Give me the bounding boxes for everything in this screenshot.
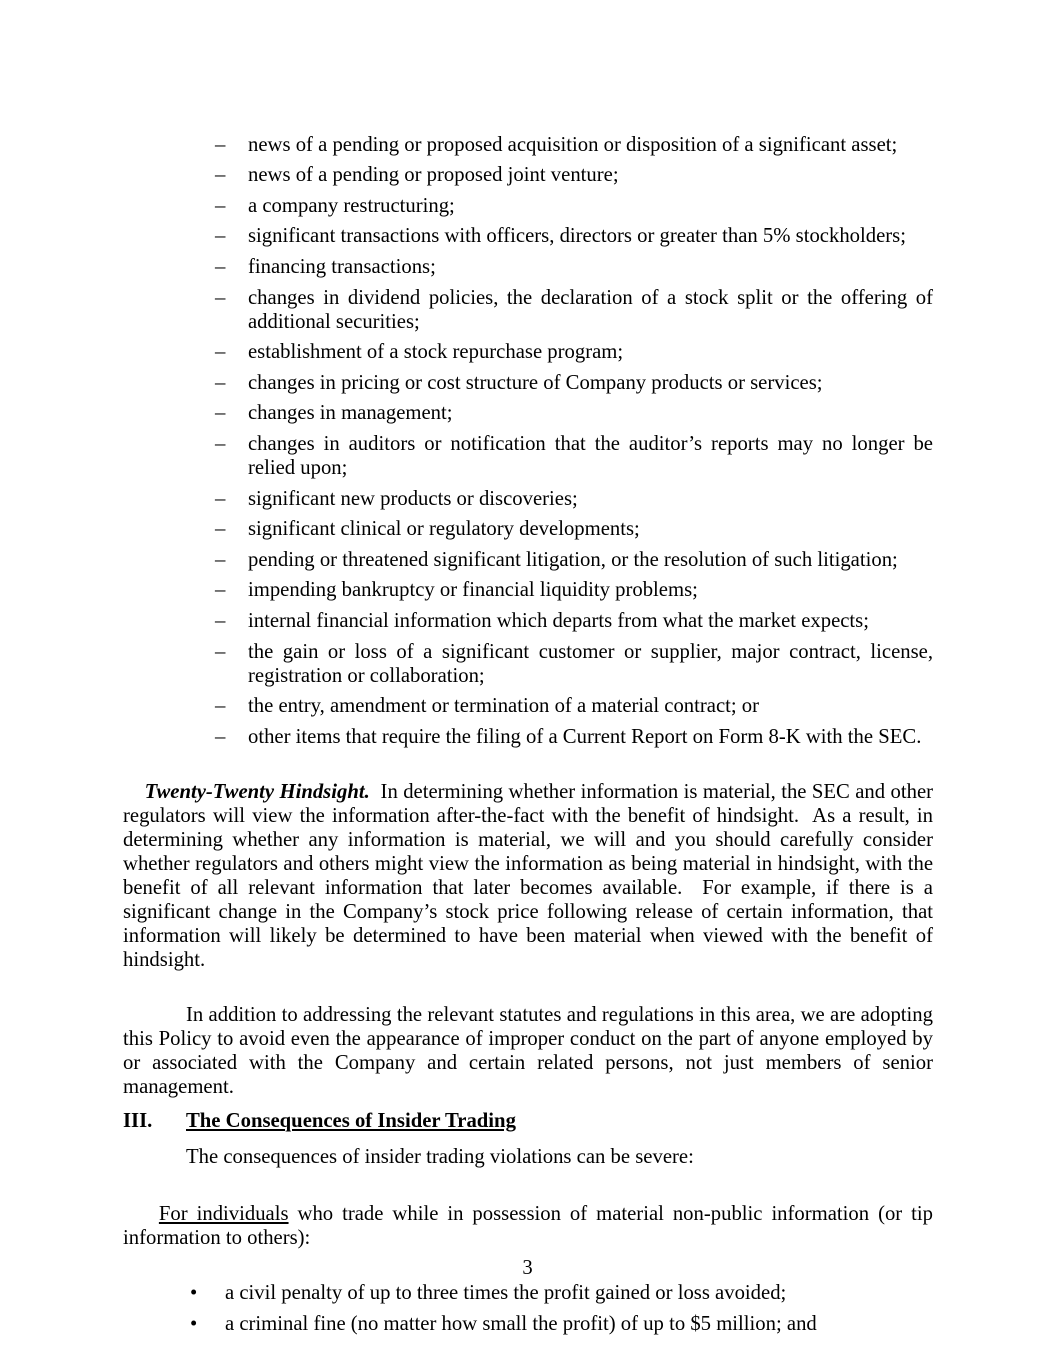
material-information-dash-list — [123, 133, 933, 749]
section-heading — [123, 1109, 933, 1133]
individuals-rest: who trade while in possession of material non-public information (or tip information to others): — [123, 1202, 939, 1249]
dash-list-item — [123, 694, 933, 718]
bullet-list-item — [123, 1281, 933, 1305]
dash-list-item-text: impending bankruptcy or financial liquidity problems; — [248, 579, 698, 602]
penalties-bullet-list — [123, 1281, 933, 1336]
consequences-intro: The consequences of insider trading violations can be severe: — [186, 1145, 694, 1168]
bullet-list-item-text: a criminal fine (no matter how small the profit) of up to $5 million; and — [225, 1312, 817, 1335]
dash-marker-icon: – — [215, 286, 226, 309]
bullet-marker-icon: • — [190, 1312, 198, 1335]
dash-marker-icon: – — [215, 579, 226, 602]
dash-list-item-text: a company restructuring; — [248, 194, 455, 217]
dash-list-item-text: news of a pending or proposed acquisition or disposition of a significant asset; — [248, 133, 898, 156]
dash-list-item-text: financing transactions; — [248, 255, 436, 278]
dash-marker-icon: – — [215, 548, 226, 571]
dash-list-item-text: the gain or loss of a significant customer or supplier, major contract, license, registration or collaboration; — [248, 640, 933, 687]
dash-marker-icon: – — [215, 487, 226, 510]
dash-marker-icon: – — [215, 164, 226, 187]
dash-list-item — [123, 609, 933, 633]
dash-list-item-text: changes in auditors or notification that the auditor’s reports may no longer be relied upon; — [248, 432, 933, 479]
paragraph-hindsight — [123, 756, 939, 996]
dash-list-item — [123, 163, 933, 187]
dash-list-item — [123, 255, 933, 279]
bullet-list-item-text: a civil penalty of up to three times the profit gained or loss avoided; — [225, 1281, 787, 1304]
dash-list-item — [123, 548, 933, 572]
dash-marker-icon: – — [215, 640, 226, 663]
dash-list-item-text: changes in pricing or cost structure of Company products or services; — [248, 371, 823, 394]
dash-list-item-text: establishment of a stock repurchase program; — [248, 341, 624, 364]
hindsight-lead: Twenty-Twenty Hindsight. — [144, 780, 370, 803]
dash-list-item — [123, 194, 933, 218]
dash-marker-icon: – — [215, 255, 226, 278]
dash-marker-icon: – — [215, 725, 226, 748]
dash-list-item — [123, 286, 933, 334]
dash-marker-icon: – — [215, 341, 226, 364]
dash-list-item — [123, 487, 933, 511]
dash-list-item — [123, 432, 933, 480]
dash-list-item — [123, 371, 933, 395]
dash-list-item-text: changes in management; — [248, 402, 453, 425]
section-title: The Consequences of Insider Trading — [186, 1109, 516, 1132]
page-number: 3 — [522, 1257, 533, 1279]
bullet-marker-icon: • — [190, 1281, 198, 1304]
dash-list-item-text: the entry, amendment or termination of a material contract; or — [248, 695, 760, 718]
dash-list-item — [123, 725, 933, 749]
dash-marker-icon: – — [215, 432, 226, 455]
bullet-list-item — [123, 1312, 933, 1336]
section-number: III. — [123, 1109, 153, 1132]
dash-list-item-text: significant transactions with officers, directors or greater than 5% stockholders; — [248, 225, 906, 248]
dash-list-item-text: internal financial information which departs from what the market expects; — [248, 609, 869, 632]
dash-list-item-text: pending or threatened significant litigation, or the resolution of such litigation; — [248, 548, 898, 571]
dash-marker-icon: – — [215, 402, 226, 425]
dash-marker-icon: – — [215, 194, 226, 217]
dash-list-item — [123, 517, 933, 541]
dash-list-item-text: significant new products or discoveries; — [248, 487, 578, 510]
dash-marker-icon: – — [215, 133, 226, 156]
dash-list-item-text: significant clinical or regulatory developments; — [248, 518, 640, 541]
dash-marker-icon: – — [215, 518, 226, 541]
dash-list-item — [123, 224, 933, 248]
dash-list-item — [123, 133, 933, 157]
hindsight-body: In determining whether information is material, the SEC and other regulators will view the information after-the-fact with the benefit of hindsight. As a result, in determining whether any information is material, we will and you should carefully consider whether regulators and others might view the information as being material in hindsight, with the benefit of all relevant information that later becomes available. For example, if there is a significant change in the Company’s stock price following release of certain information, that information will likely be determined to have been material when viewed with the benefit of hindsight. — [123, 780, 939, 971]
dash-list-item — [123, 640, 933, 688]
dash-list-item-text: other items that require the filing of a Current Report on Form 8-K with the SEC. — [248, 725, 922, 748]
dash-list-item — [123, 578, 933, 602]
dash-marker-icon: – — [215, 609, 226, 632]
dash-marker-icon: – — [215, 371, 226, 394]
paragraph-addition: In addition to addressing the relevant statutes and regulations in this area, we are adopting this Policy to avoid even the appearance of improper conduct on the part of anyone employed by or associated with the Company and certain related persons, not just members of senior management. — [123, 1003, 939, 1098]
dash-list-item — [123, 401, 933, 425]
dash-marker-icon: – — [215, 695, 226, 718]
dash-list-item-text: changes in dividend policies, the declaration of a stock split or the offering of additional securities; — [248, 286, 933, 333]
dash-list-item — [123, 340, 933, 364]
page-content — [123, 126, 939, 1336]
dash-list-item-text: news of a pending or proposed joint venture; — [248, 164, 619, 187]
individuals-underlined: For individuals — [158, 1202, 289, 1225]
dash-marker-icon: – — [215, 225, 226, 248]
